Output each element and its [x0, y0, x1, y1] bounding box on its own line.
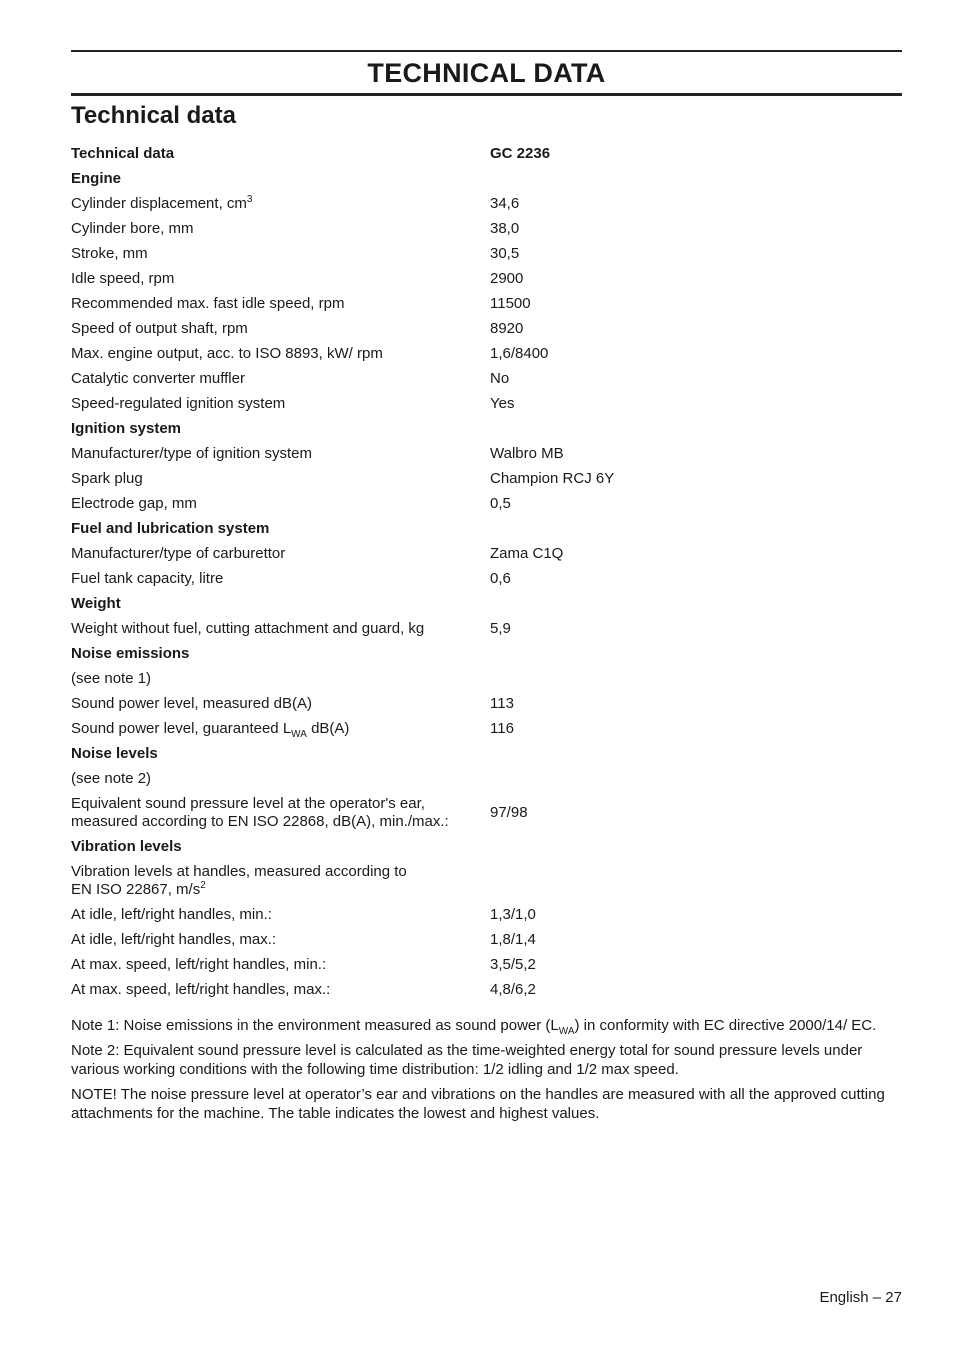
row-label: Speed of output shaft, rpm: [71, 319, 248, 337]
table-row: [71, 541, 902, 566]
row-value: 5,9: [490, 619, 511, 637]
row-label: At idle, left/right handles, min.:: [71, 905, 272, 923]
table-row: [71, 859, 902, 902]
row-label: At idle, left/right handles, max.:: [71, 930, 277, 948]
group-heading-noise-levels: [71, 741, 902, 766]
row-label: Manufacturer/type of carburettor: [71, 544, 286, 562]
row-value: 1,8/1,4: [490, 930, 536, 948]
row-value: 1,6/8400: [490, 344, 549, 362]
group-heading-fuel: [71, 516, 902, 541]
row-value: 34,6: [490, 194, 520, 212]
technical-data-table: [71, 141, 902, 1002]
table-row: [71, 366, 902, 391]
table-row: [71, 791, 902, 834]
row-label: At max. speed, left/right handles, min.:: [71, 955, 327, 973]
table-row: [71, 466, 902, 491]
section-title: Technical data: [71, 102, 236, 129]
group-heading-vibration: [71, 834, 902, 859]
row-label: Cylinder bore, mm: [71, 219, 194, 237]
table-row: [71, 266, 902, 291]
row-value: [490, 666, 902, 691]
page-title: TECHNICAL DATA: [367, 58, 606, 88]
page-footer: English – 27: [819, 1289, 902, 1306]
group-heading: Engine: [71, 169, 122, 187]
table-row: [71, 927, 902, 952]
row-label: At max. speed, left/right handles, max.:: [71, 980, 331, 998]
row-value: 2900: [490, 269, 524, 287]
row-label: (see note 2): [71, 769, 152, 787]
row-value: 38,0: [490, 219, 520, 237]
note-3: NOTE! The noise pressure level at operator’s ear and vibrations on the handles are measured with all the approved cutting attachments for the machine. The table indicates the lowest and highest values.: [71, 1086, 885, 1122]
note-1: Note 1: Noise emissions in the environment measured as sound power $(L_{WA})$ in conformity with EC directive 2000/14/ EC.: [71, 1017, 877, 1037]
note-2: Note 2: Equivalent sound pressure level is calculated as the time-weighted energy total for sound pressure levels under various working conditions with the following time distribution: 1/2 idling and 1/2 max speed.: [71, 1042, 863, 1078]
group-heading: Vibration levels: [71, 837, 182, 855]
row-value: 0,5: [490, 494, 511, 512]
table-row: [71, 616, 902, 641]
table-row: [71, 241, 902, 266]
row-value: Yes: [490, 394, 515, 412]
row-value: [490, 859, 902, 902]
table-row: [71, 391, 902, 416]
row-label: Sound power level, measured dB(A): [71, 694, 312, 712]
row-label: Manufacturer/type of ignition system: [71, 444, 312, 462]
table-row: [71, 341, 902, 366]
row-value: 30,5: [490, 244, 520, 262]
row-value: 4,8/6,2: [490, 980, 536, 998]
table-row: [71, 216, 902, 241]
row-value: 116: [490, 719, 514, 737]
group-heading-engine: [71, 166, 902, 191]
row-label: Idle speed, rpm: [71, 269, 175, 287]
table-row: [71, 191, 902, 216]
row-label: Spark plug: [71, 469, 143, 487]
group-heading: Fuel and lubrication system: [71, 519, 270, 537]
table-header-label: Technical data: [71, 144, 175, 162]
group-heading-weight: [71, 591, 902, 616]
group-heading: Weight: [71, 594, 121, 612]
row-value: 11500: [490, 294, 531, 312]
row-value: Champion RCJ 6Y: [490, 469, 615, 487]
table-row: [71, 952, 902, 977]
table-row: [71, 766, 902, 791]
table-row: [71, 566, 902, 591]
row-label: Cylinder displacement, $cm^3$: [71, 193, 253, 212]
table-header-row: [71, 141, 902, 166]
table-row: [71, 491, 902, 516]
row-label: Max. engine output, acc. to ISO 8893, kW/ rpm: [71, 344, 383, 362]
header-rule-bottom: [71, 93, 902, 96]
table-row: [71, 902, 902, 927]
notes: [71, 1016, 902, 1129]
table-row: [71, 441, 902, 466]
row-value: Walbro MB: [490, 444, 564, 462]
table-row: [71, 716, 902, 741]
header-rule-top: [71, 50, 902, 52]
row-label: Catalytic converter muffler: [71, 369, 245, 387]
table-row: [71, 977, 902, 1002]
group-heading: Noise emissions: [71, 644, 190, 662]
group-heading-noise-emissions: [71, 641, 902, 666]
row-value: Zama C1Q: [490, 544, 564, 562]
row-label: Equivalent sound pressure level at the operator's ear, measured according to EN ISO 22868, dB(A), min./max.:: [71, 794, 449, 830]
row-label: Speed-regulated ignition system: [71, 394, 286, 412]
group-heading: Ignition system: [71, 419, 182, 437]
table-row: [71, 691, 902, 716]
table-row: [71, 291, 902, 316]
row-value: 0,6: [490, 569, 511, 587]
row-label: Vibration levels at handles, measured according to EN ISO 22867, $m/s^2$: [71, 862, 407, 898]
group-heading-ignition: [71, 416, 902, 441]
row-value: 113: [490, 694, 514, 712]
row-label: Recommended max. fast idle speed, rpm: [71, 294, 345, 312]
row-label: Electrode gap, mm: [71, 494, 197, 512]
row-value: 97/98: [490, 803, 528, 821]
row-value: [490, 766, 902, 791]
row-value: 1,3/1,0: [490, 905, 536, 923]
row-value: 8920: [490, 319, 524, 337]
row-label: Sound power level, guaranteed $L_{WA}$ dB(A): [71, 719, 350, 740]
row-value: 3,5/5,2: [490, 955, 536, 973]
table-header-value: GC 2236: [490, 144, 551, 162]
row-label: Fuel tank capacity, litre: [71, 569, 224, 587]
row-value: No: [490, 369, 510, 387]
row-label: (see note 1): [71, 669, 152, 687]
table-row: [71, 666, 902, 691]
group-heading: Noise levels: [71, 744, 158, 762]
row-label: Weight without fuel, cutting attachment and guard, kg: [71, 619, 425, 637]
table-row: [71, 316, 902, 341]
row-label: Stroke, mm: [71, 244, 148, 262]
